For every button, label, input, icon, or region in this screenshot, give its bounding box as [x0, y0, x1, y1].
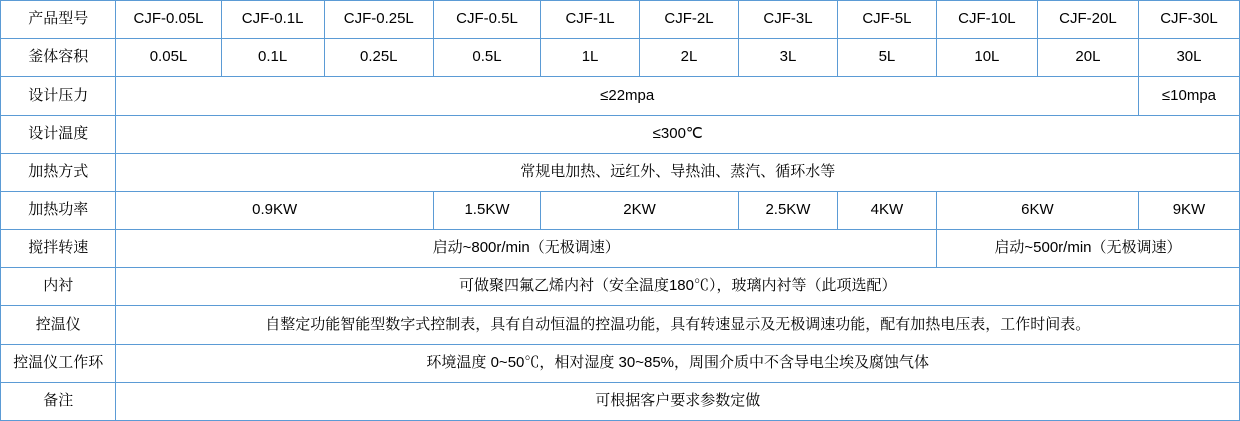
cell-design-pressure-30l: ≤10mpa: [1138, 77, 1239, 115]
table-row-stir-speed: [1, 230, 1240, 268]
row-header-remark: 备注: [1, 382, 116, 420]
cell-model-2: CJF-0.25L: [324, 1, 433, 39]
cell-model-3: CJF-0.5L: [433, 1, 540, 39]
table-row-heating-method: [1, 153, 1240, 191]
cell-heating-power-0: 0.9KW: [116, 191, 433, 229]
cell-volume-9: 20L: [1037, 39, 1138, 77]
table-row-design-temperature: [1, 115, 1240, 153]
cell-heating-method: 常规电加热、远红外、导热油、蒸汽、循环水等: [116, 153, 1240, 191]
cell-design-pressure-main: ≤22mpa: [116, 77, 1138, 115]
cell-remark: 可根据客户要求参数定做: [116, 382, 1240, 420]
row-header-model: 产品型号: [1, 1, 116, 39]
table-row-heating-power: [1, 191, 1240, 229]
row-header-lining: 内衬: [1, 268, 116, 306]
cell-volume-3: 0.5L: [433, 39, 540, 77]
cell-heating-power-4: 4KW: [837, 191, 936, 229]
cell-stir-speed-1: 启动~500r/min（无极调速）: [936, 230, 1239, 268]
cell-volume-10: 30L: [1138, 39, 1239, 77]
cell-model-4: CJF-1L: [541, 1, 640, 39]
table-row-controller: [1, 306, 1240, 344]
cell-heating-power-2: 2KW: [541, 191, 739, 229]
row-header-heating-power: 加热功率: [1, 191, 116, 229]
table-row-design-pressure: [1, 77, 1240, 115]
cell-volume-1: 0.1L: [221, 39, 324, 77]
cell-model-8: CJF-10L: [936, 1, 1037, 39]
row-header-design-temperature: 设计温度: [1, 115, 116, 153]
cell-model-6: CJF-3L: [738, 1, 837, 39]
cell-volume-8: 10L: [936, 39, 1037, 77]
row-header-design-pressure: 设计压力: [1, 77, 116, 115]
cell-model-1: CJF-0.1L: [221, 1, 324, 39]
table-row-remark: [1, 382, 1240, 420]
row-header-heating-method: 加热方式: [1, 153, 116, 191]
cell-model-7: CJF-5L: [837, 1, 936, 39]
cell-stir-speed-0: 启动~800r/min（无极调速）: [116, 230, 936, 268]
table-row-model: [1, 1, 1240, 39]
cell-working-env: 环境温度 0~50℃，相对湿度 30~85%，周围介质中不含导电尘埃及腐蚀气体: [116, 344, 1240, 382]
cell-volume-6: 3L: [738, 39, 837, 77]
cell-heating-power-3: 2.5KW: [738, 191, 837, 229]
cell-volume-2: 0.25L: [324, 39, 433, 77]
cell-controller: 自整定功能智能型数字式控制表，具有自动恒温的控温功能，具有转速显示及无极调速功能，配有加热电压表，工作时间表。: [116, 306, 1240, 344]
row-header-working-env: 控温仪工作环: [1, 344, 116, 382]
cell-volume-5: 2L: [640, 39, 739, 77]
cell-design-temperature: ≤300℃: [116, 115, 1240, 153]
cell-heating-power-1: 1.5KW: [433, 191, 540, 229]
cell-volume-4: 1L: [541, 39, 640, 77]
cell-volume-7: 5L: [837, 39, 936, 77]
row-header-stir-speed: 搅拌转速: [1, 230, 116, 268]
row-header-controller: 控温仪: [1, 306, 116, 344]
cell-model-5: CJF-2L: [640, 1, 739, 39]
cell-lining: 可做聚四氟乙烯内衬（安全温度180℃），玻璃内衬等（此项选配）: [116, 268, 1240, 306]
table-row-lining: [1, 268, 1240, 306]
cell-heating-power-5: 6KW: [936, 191, 1138, 229]
cell-model-9: CJF-20L: [1037, 1, 1138, 39]
cell-heating-power-6: 9KW: [1138, 191, 1239, 229]
cell-model-0: CJF-0.05L: [116, 1, 221, 39]
cell-model-10: CJF-30L: [1138, 1, 1239, 39]
cell-volume-0: 0.05L: [116, 39, 221, 77]
table-row-volume: [1, 39, 1240, 77]
table-row-working-env: [1, 344, 1240, 382]
row-header-volume: 釜体容积: [1, 39, 116, 77]
